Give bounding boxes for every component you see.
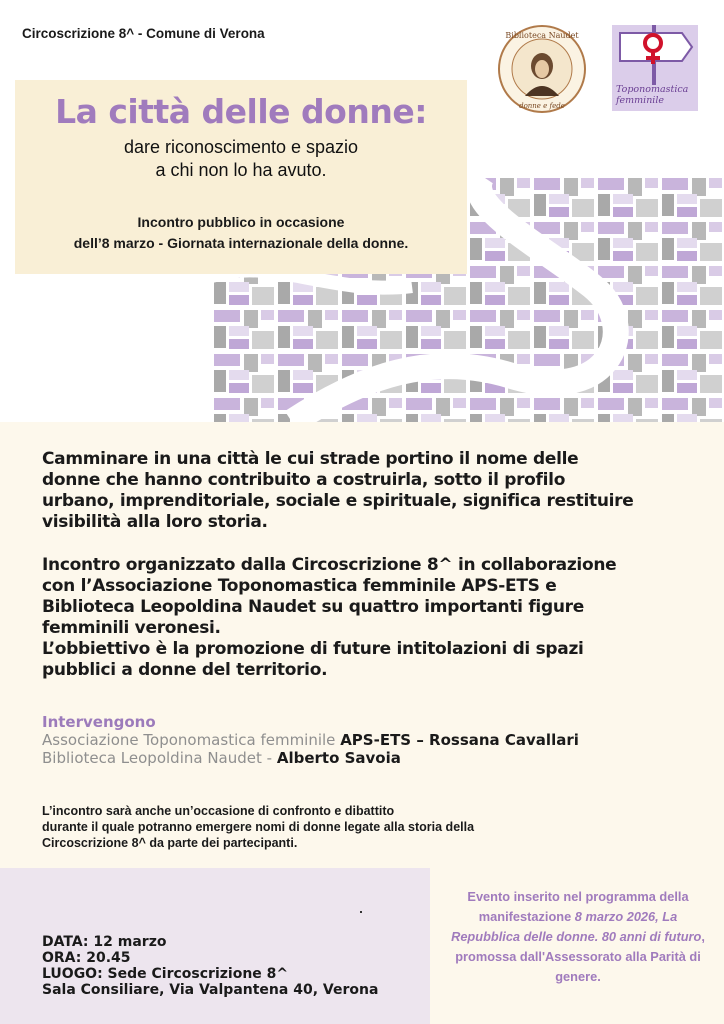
speaker-organization: Associazione Toponomastica femminile bbox=[42, 731, 341, 749]
program-note bbox=[443, 887, 713, 987]
event-line: dell’8 marzo - Giornata internazionale della donne. bbox=[73, 235, 409, 251]
organization-paragraph bbox=[42, 555, 692, 681]
event-room: Sala Consiliare, Via Valpantena 40, Verona bbox=[42, 982, 379, 998]
event-line: Incontro pubblico in occasione bbox=[137, 214, 345, 230]
event-details bbox=[42, 934, 378, 998]
title-box bbox=[15, 80, 467, 274]
paragraph-line: urbano, imprenditoriale, sociale e spirituale, significa restituire bbox=[42, 491, 634, 511]
page-title: La città delle donne: bbox=[55, 92, 427, 131]
topo-logo-line2: femminile bbox=[616, 95, 665, 106]
topo-logo-line1: Toponomastica bbox=[616, 84, 689, 95]
speakers-section bbox=[42, 713, 579, 767]
event-time: ORA: 20.45 bbox=[42, 950, 131, 966]
discussion-note bbox=[42, 803, 474, 851]
paragraph-line: pubblici a donne del territorio. bbox=[42, 660, 328, 680]
subtitle-line: dare riconoscimento e spazio bbox=[123, 137, 359, 157]
organization-header: Circoscrizione 8^ - Comune di Verona bbox=[22, 26, 265, 41]
paragraph-line: Biblioteca Leopoldina Naudet su quattro importanti figure bbox=[42, 597, 584, 617]
event-description bbox=[15, 212, 467, 254]
paragraph-line: Incontro organizzato dalla Circoscrizione 8^ in collaborazione bbox=[42, 555, 617, 575]
speaker-organization: Biblioteca Leopoldina Naudet - bbox=[42, 749, 277, 767]
note-line: durante il quale potranno emergere nomi di donne legate alla storia della bbox=[42, 820, 475, 834]
program-note-text: , promossa dall'Assessorato alla Parità di genere. bbox=[455, 929, 705, 984]
note-line: Circoscrizione 8^ da parte dei partecipanti. bbox=[42, 836, 298, 850]
event-place: LUOGO: Sede Circoscrizione 8^ bbox=[42, 966, 289, 982]
paragraph-line: femminili veronesi. bbox=[42, 618, 221, 638]
speakers-heading: Intervengono bbox=[42, 713, 156, 731]
program-note-italic: 8 marzo 2026, La Repubblica delle donne. 80 anni di futuro bbox=[451, 909, 702, 944]
toponomastica-femminile-logo bbox=[612, 25, 698, 111]
subtitle-line: a chi non lo ha avuto. bbox=[155, 160, 327, 180]
subtitle bbox=[15, 136, 467, 182]
paragraph-line: visibilità alla loro storia. bbox=[42, 512, 268, 532]
street-sign-icon bbox=[612, 25, 698, 85]
naudet-logo-text: Biblioteca Naudet bbox=[505, 31, 579, 40]
program-note-text: Evento inserito nel programma della manifestazione bbox=[467, 889, 689, 924]
intro-paragraph bbox=[42, 449, 692, 533]
speaker-row bbox=[42, 731, 579, 749]
naudet-logo-motto: donne e fede bbox=[519, 102, 565, 110]
speaker-name: Alberto Savoia bbox=[276, 749, 401, 767]
paragraph-line: Camminare in una città le cui strade portino il nome delle bbox=[42, 449, 579, 469]
paragraph-line: L’obbiettivo è la promozione di future intitolazioni di spazi bbox=[42, 639, 584, 659]
paragraph-line: donne che hanno contribuito a costruirla, sotto il profilo bbox=[42, 470, 566, 490]
biblioteca-naudet-logo bbox=[497, 24, 587, 114]
note-line: L’incontro sarà anche un’occasione di confronto e dibattito bbox=[42, 804, 395, 818]
speaker-row bbox=[42, 749, 579, 767]
stray-dot bbox=[360, 911, 362, 913]
event-date: DATA: 12 marzo bbox=[42, 934, 167, 950]
speaker-name: APS-ETS – Rossana Cavallari bbox=[340, 731, 579, 749]
paragraph-line: con l’Associazione Toponomastica femminile APS-ETS e bbox=[42, 576, 557, 596]
